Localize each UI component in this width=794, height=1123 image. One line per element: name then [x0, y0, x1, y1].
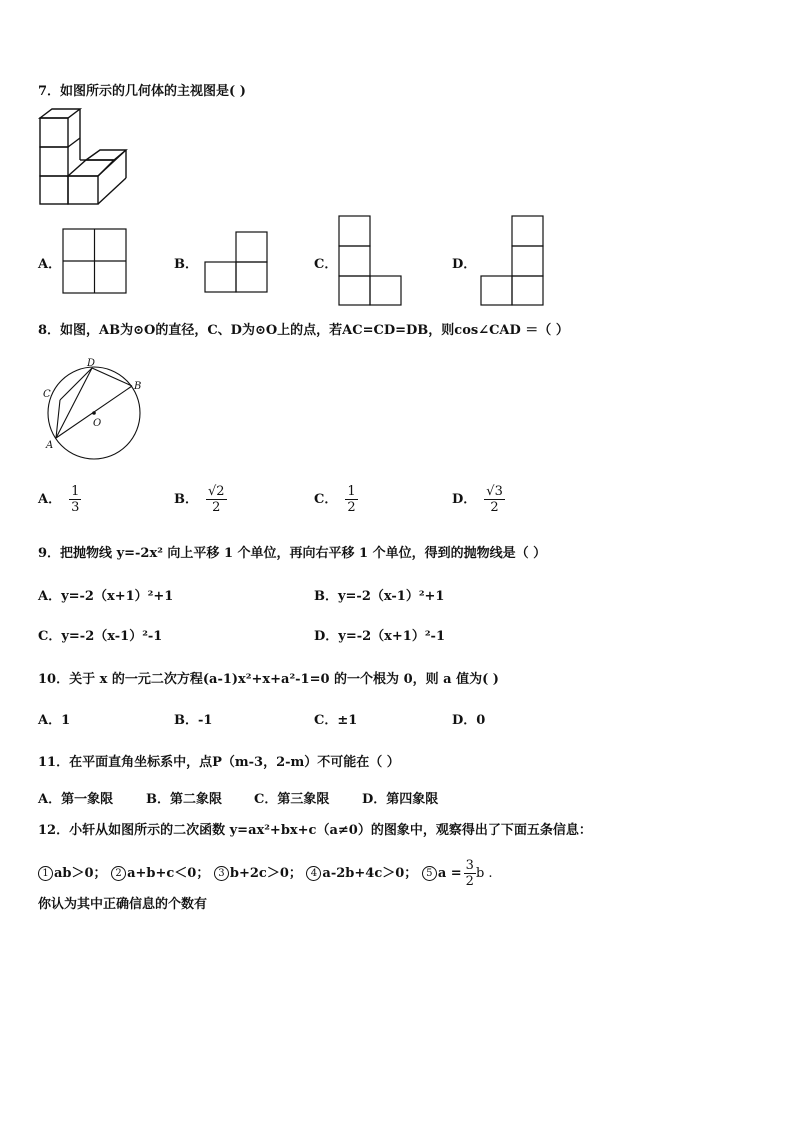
q12-item-4: a-2b+4c＞0；: [322, 866, 418, 881]
q11-option-c[interactable]: C．第三象限: [254, 792, 330, 807]
q7-option-c-figure[interactable]: [338, 215, 404, 307]
question-7-stem: 7．如图所示的几何体的主视图是( ): [38, 84, 246, 99]
q11-option-a[interactable]: A．第一象限: [38, 792, 114, 807]
q7-option-d-label[interactable]: D．: [452, 257, 477, 272]
q8-option-d-radicand: 3: [494, 484, 503, 499]
q8-option-a-fraction: [69, 484, 81, 515]
q12-item-3: b+2c＞0；: [229, 866, 302, 881]
q12-mark-2: 2: [111, 866, 126, 881]
q8-label-b: B: [134, 381, 142, 392]
q12-item-5-tail: b .: [475, 866, 493, 881]
question-12-followup: 你认为其中正确信息的个数有: [38, 897, 208, 912]
q11-option-b[interactable]: B．第二象限: [146, 792, 222, 807]
q8-option-b-den: 2: [212, 500, 221, 515]
q8-option-d-den: 2: [490, 500, 499, 515]
q7-option-b-label[interactable]: B．: [174, 257, 198, 272]
q12-mark-3: 3: [214, 866, 229, 881]
q8-option-c-den: 2: [347, 500, 356, 515]
q12-item-5-den: 2: [465, 874, 474, 889]
q10-option-c[interactable]: C．±1: [314, 713, 358, 728]
q8-label-o: O: [93, 418, 102, 429]
question-9-stem: 9．把抛物线 y=-2x² 向上平移 1 个单位，再向右平移 1 个单位，得到的抛物线是（ ）: [38, 546, 547, 561]
q12-info-list: [38, 858, 493, 889]
q12-item-5-num: 3: [465, 858, 474, 873]
q10-option-d[interactable]: D．0: [452, 713, 486, 728]
q10-option-a[interactable]: A．1: [38, 713, 71, 728]
q7-option-d-figure[interactable]: [480, 215, 546, 307]
q8-option-d-letter: D．: [452, 492, 477, 507]
q12-item-2: a+b+c＜0；: [127, 866, 210, 881]
q8-option-d[interactable]: [452, 484, 505, 515]
q8-option-b-radicand: 2: [216, 484, 225, 499]
q8-label-a: A: [46, 440, 54, 451]
q12-mark-1: 1: [38, 866, 53, 881]
q8-label-c: C: [43, 389, 51, 400]
sqrt-symbol: √: [208, 484, 217, 499]
q8-option-b-fraction: [206, 484, 227, 515]
q9-option-d[interactable]: D．y=-2（x+1）²-1: [314, 629, 445, 644]
q7-option-b-figure[interactable]: [204, 231, 268, 294]
q9-option-a[interactable]: A．y=-2（x+1）²+1: [38, 589, 174, 604]
question-11-stem: 11．在平面直角坐标系中，点P（m-3，2-m）不可能在（ ）: [38, 755, 400, 770]
question-12-stem: 12．小轩从如图所示的二次函数 y=ax²+bx+c（a≠0）的图象中，观察得出了下面五条信息：: [38, 823, 592, 838]
q8-option-c-letter: C．: [314, 492, 338, 507]
q7-option-a-figure[interactable]: [62, 228, 128, 294]
q8-circle-figure: [40, 356, 146, 462]
question-10-stem: 10．关于 x 的一元二次方程(a-1)x²+x+a²-1=0 的一个根为 0，则 a 值为( ): [38, 672, 499, 687]
q8-option-c-num: 1: [347, 484, 356, 499]
q8-option-d-fraction: [484, 484, 505, 515]
q12-item-5: a =: [437, 866, 462, 881]
q9-option-c[interactable]: C．y=-2（x-1）²-1: [38, 629, 163, 644]
question-8-stem: 8．如图，AB为⊙O的直径，C、D为⊙O上的点，若AC=CD=DB，则cos∠CAD ＝（ ）: [38, 323, 569, 338]
q8-label-d: D: [87, 358, 96, 369]
q12-mark-5: 5: [422, 866, 437, 881]
q8-option-c[interactable]: [314, 484, 358, 515]
q12-item-1: ab＞0；: [54, 866, 107, 881]
q12-item-5-fraction: [464, 858, 476, 889]
q8-option-a-num: 1: [71, 484, 80, 499]
q12-mark-4: 4: [306, 866, 321, 881]
q8-option-a-den: 3: [71, 500, 80, 515]
q10-option-b[interactable]: B．-1: [174, 713, 213, 728]
q8-option-a-letter: A．: [38, 492, 62, 507]
q7-option-a-label[interactable]: A．: [38, 257, 62, 272]
q11-option-d[interactable]: D．第四象限: [362, 792, 439, 807]
q8-option-c-fraction: [345, 484, 357, 515]
sqrt-symbol: √: [486, 484, 495, 499]
q8-option-a[interactable]: [38, 484, 81, 515]
q8-option-b[interactable]: [174, 484, 227, 515]
q9-option-b[interactable]: B．y=-2（x-1）²+1: [314, 589, 445, 604]
q7-solid-figure: [38, 108, 130, 206]
q7-option-c-label[interactable]: C．: [314, 257, 338, 272]
q8-option-b-letter: B．: [174, 492, 198, 507]
